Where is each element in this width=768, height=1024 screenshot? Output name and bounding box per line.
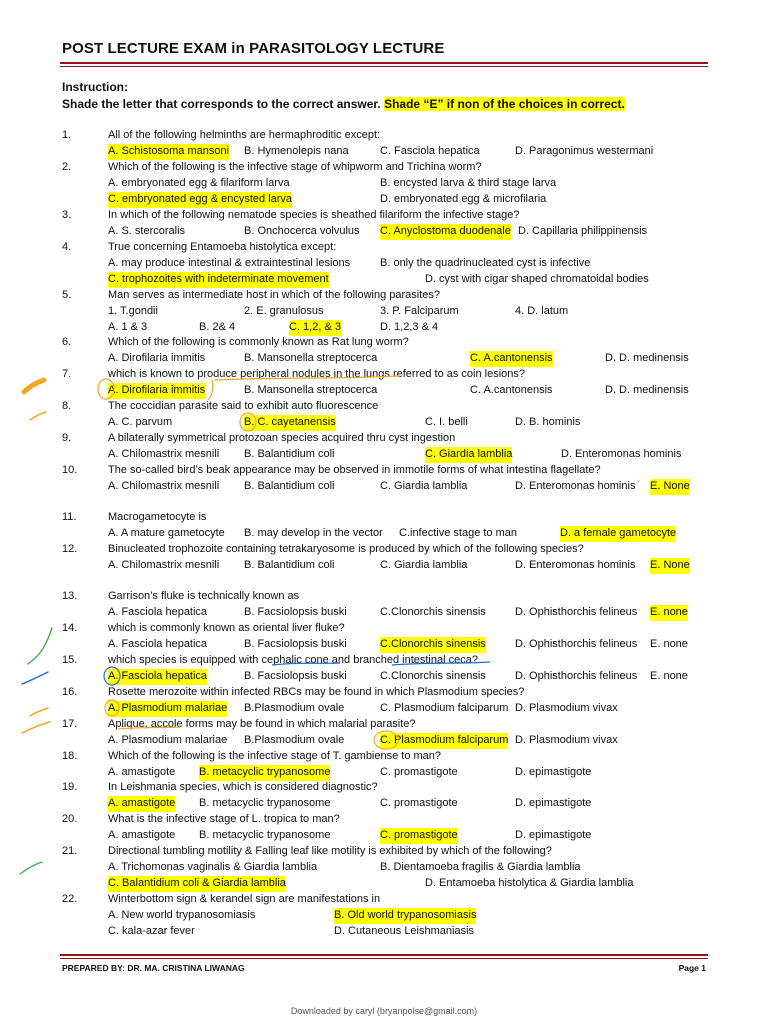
- question-number: 19.: [62, 781, 78, 793]
- item-4: 4. D. latum: [515, 305, 569, 317]
- option-d[interactable]: D. 1,2,3 & 4: [380, 321, 439, 333]
- option-a[interactable]: A. amastigote: [108, 766, 176, 778]
- question-text: All of the following helminths are hermaphroditic except:: [108, 129, 381, 141]
- option-c[interactable]: C. 1,2, & 3: [289, 320, 341, 336]
- question-text: True concerning Entamoeba histolytica except:: [108, 241, 337, 253]
- option-c[interactable]: C. A.cantonensis: [470, 351, 553, 367]
- option-d[interactable]: D. Plasmodium vivax: [515, 702, 618, 714]
- question-number: 12.: [62, 543, 78, 555]
- option-a[interactable]: A. Fasciola hepatica: [108, 606, 208, 618]
- prepared-by: PREPARED BY: DR. MA. CRISTINA LIWANAG: [62, 963, 245, 973]
- item-1: 1. T.gondii: [108, 305, 158, 317]
- green-mark-14: [28, 628, 52, 664]
- option-a[interactable]: A. A mature gametocyte: [108, 527, 225, 539]
- option-a[interactable]: A. Schistosoma mansoni: [108, 144, 229, 160]
- question-text: In Leishmania species, which is considered diagnostic?: [108, 781, 378, 793]
- option-b[interactable]: B.Plasmodium ovale: [244, 702, 345, 714]
- question-number: 7.: [62, 368, 72, 380]
- option-d[interactable]: D. cyst with cigar shaped chromatoidal bodies: [425, 273, 649, 285]
- footer-rule-thin: [60, 958, 708, 959]
- download-notice: Downloaded by caryl (bryanpolse@gmail.com): [290, 1006, 478, 1016]
- option-b[interactable]: B. Facsiolopsis buski: [244, 670, 347, 682]
- option-a[interactable]: A. Plasmodium malariae: [108, 734, 228, 746]
- question-text: Directional tumbling motility & Falling leaf like motility is exhibited by which of the following?: [108, 845, 552, 857]
- option-c[interactable]: C. Giardia lamblia: [380, 559, 468, 571]
- option-d[interactable]: D. Enteromonas hominis: [515, 559, 636, 571]
- question-number: 5.: [62, 289, 72, 301]
- option-a[interactable]: A. Chilomastrix mesnili: [108, 480, 220, 492]
- option-a[interactable]: A. amastigote: [108, 829, 176, 841]
- question-text: The so-called bird’s beak appearance may be observed in immotile forms of what intestina flagellate?: [108, 464, 601, 476]
- orange-mark-8: [30, 412, 46, 420]
- question-number: 21.: [62, 845, 78, 857]
- instruction-label: Instruction:: [62, 80, 128, 94]
- page-title: POST LECTURE EXAM in PARASITOLOGY LECTURE: [62, 40, 445, 57]
- option-d[interactable]: D. Capillaria philippinensis: [518, 225, 648, 237]
- instruction-main: Shade the letter that corresponds to the correct answer.: [62, 97, 385, 111]
- option-a[interactable]: A. Dirofilaria immitis: [108, 352, 206, 364]
- option-d[interactable]: D. a female gametocyte: [560, 526, 676, 542]
- option-c[interactable]: C. promastigote: [380, 828, 458, 844]
- orange-mark-17: [22, 722, 50, 733]
- question-number: 17.: [62, 718, 78, 730]
- option-b[interactable]: B. Dientamoeba fragilis & Giardia lamblia: [380, 861, 581, 873]
- option-b[interactable]: B. Mansonella streptocerca: [244, 384, 378, 396]
- option-d[interactable]: D. Ophisthorchis felineus: [515, 670, 638, 682]
- option-b[interactable]: B. Balantidium coli: [244, 480, 335, 492]
- option-d[interactable]: D. Plasmodium vivax: [515, 734, 618, 746]
- option-b[interactable]: B. Facsiolopsis buski: [244, 606, 347, 618]
- option-b[interactable]: B. only the quadrinucleated cyst is infective: [380, 257, 591, 269]
- option-b[interactable]: B. Onchocerca volvulus: [244, 225, 360, 237]
- option-e[interactable]: E. None: [650, 479, 690, 495]
- question-number: 6.: [62, 336, 72, 348]
- option-c[interactable]: C.Clonorchis sinensis: [380, 670, 486, 682]
- question-number: 8.: [62, 400, 72, 412]
- option-c[interactable]: C. promastigote: [380, 766, 458, 778]
- option-c[interactable]: C.infective stage to man: [399, 527, 518, 539]
- option-b[interactable]: B. metacyclic trypanosome: [199, 829, 331, 841]
- question-text: which is commonly known as oriental liver fluke?: [108, 622, 345, 634]
- question-number: 20.: [62, 813, 78, 825]
- option-c[interactable]: C.Clonorchis sinensis: [380, 606, 486, 618]
- orange-mark-16: [30, 708, 48, 716]
- option-d[interactable]: D. epimastigote: [515, 766, 592, 778]
- option-e[interactable]: E. none: [650, 670, 688, 682]
- green-mark-21: [20, 862, 42, 874]
- option-b[interactable]: B. Balantidium coli: [244, 448, 335, 460]
- option-a[interactable]: A. Fasciola hepatica: [108, 638, 208, 650]
- option-b[interactable]: B. Balantidium coli: [244, 559, 335, 571]
- option-c[interactable]: C. Balantidium coli & Giardia lamblia: [108, 876, 286, 892]
- option-c[interactable]: C. promastigote: [380, 797, 458, 809]
- option-b[interactable]: B. Old world trypanosomiasis: [334, 908, 476, 924]
- question-text: Which of the following is the infective stage of whipworm and Trichina worm?: [108, 161, 482, 173]
- option-d[interactable]: D. epimastigote: [515, 797, 592, 809]
- question-text: Rosette merozoite within infected RBCs may be found in which Plasmodium species?: [108, 686, 525, 698]
- option-a[interactable]: A. amastigote: [108, 796, 175, 812]
- question-text: The coccidian parasite said to exhibit auto fluorescence: [108, 400, 379, 412]
- question-number: 15.: [62, 654, 78, 666]
- question-text: Garrison’s fluke is technically known as: [108, 590, 300, 602]
- option-d[interactable]: D. Enteromonas hominis: [561, 448, 682, 460]
- option-a[interactable]: A. embryonated egg & filariform larva: [108, 177, 290, 189]
- title-rule-thin: [60, 66, 708, 67]
- question-text: What is the infective stage of L. tropica to man?: [108, 813, 340, 825]
- question-text: A bilaterally symmetrical protozoan species acquired thru cyst ingestion: [108, 432, 456, 444]
- option-a[interactable]: A. 1 & 3: [108, 321, 148, 333]
- option-d[interactable]: D. Paragonimus westermani: [515, 145, 654, 157]
- option-b[interactable]: B. metacyclic trypanosome: [199, 797, 331, 809]
- option-c[interactable]: C. Giardia lamblia: [425, 447, 512, 463]
- question-text: Man serves as intermediate host in which of the following parasites?: [108, 289, 441, 301]
- option-b[interactable]: B.Plasmodium ovale: [244, 734, 345, 746]
- blue-mark-15: [22, 672, 48, 684]
- option-b[interactable]: B. metacyclic trypanosome: [199, 765, 330, 781]
- option-a[interactable]: A. C. parvum: [108, 416, 173, 428]
- question-text: In which of the following nematode species is sheathed filariform the infective stage?: [108, 209, 520, 221]
- question-number: 1.: [62, 129, 72, 141]
- option-e[interactable]: E. none: [650, 638, 688, 650]
- option-b[interactable]: B. may develop in the vector: [244, 527, 383, 539]
- option-c[interactable]: C. embryonated egg & encysted larva: [108, 192, 292, 208]
- option-c[interactable]: C.Clonorchis sinensis: [380, 637, 486, 653]
- option-c[interactable]: C. Plasmodium falciparum: [380, 733, 508, 749]
- option-b[interactable]: B. C. cayetanensis: [244, 415, 336, 431]
- question-text: Macrogametocyte is: [108, 511, 207, 523]
- option-c[interactable]: C. I. belli: [425, 416, 468, 428]
- question-text: which is known to produce peripheral nodules in the lungs referred to as coin lesions?: [108, 368, 526, 380]
- option-b[interactable]: B. encysted larva & third stage larva: [380, 177, 557, 189]
- option-b[interactable]: B. Mansonella streptocerca: [244, 352, 378, 364]
- page-number: Page 1: [678, 963, 706, 973]
- question-number: 11.: [62, 511, 77, 523]
- option-a[interactable]: A. S. stercoralis: [108, 225, 186, 237]
- item-2: 2. E. granulosus: [244, 305, 324, 317]
- question-number: 3.: [62, 209, 72, 221]
- option-d[interactable]: D. Ophisthorchis felineus: [515, 638, 638, 650]
- question-number: 13.: [62, 590, 78, 602]
- instruction-text: [62, 97, 625, 111]
- option-b[interactable]: B. Facsiolopsis buski: [244, 638, 347, 650]
- option-d[interactable]: D. B. hominis: [515, 416, 581, 428]
- option-d[interactable]: D. epimastigote: [515, 829, 592, 841]
- title-rule: [60, 62, 708, 64]
- question-number: 2.: [62, 161, 72, 173]
- option-c[interactable]: C. Giardia lamblia: [380, 480, 468, 492]
- option-e[interactable]: E. none: [650, 605, 688, 621]
- question-text: Aplique, accole forms may be found in which malarial parasite?: [108, 718, 416, 730]
- option-a[interactable]: A. Chilomastrix mesnili: [108, 448, 220, 460]
- option-c[interactable]: C. A.cantonensis: [470, 384, 553, 396]
- option-c[interactable]: C. kala-azar fever: [108, 925, 195, 937]
- option-d[interactable]: D. Ophisthorchis felineus: [515, 606, 638, 618]
- question-text: which species is equipped with cephalic cone and branched intestinal ceca?: [108, 654, 478, 666]
- option-a[interactable]: A. Fasciola hepatica: [108, 669, 207, 685]
- option-c[interactable]: C. Anyclostoma duodenale: [380, 224, 511, 240]
- option-d[interactable]: D. Cutaneous Leishmaniasis: [334, 925, 475, 937]
- option-c[interactable]: C. Plasmodium falciparum: [380, 702, 509, 714]
- footer-rule: [60, 954, 708, 956]
- option-a[interactable]: A. New world trypanosomiasis: [108, 909, 256, 921]
- option-e[interactable]: E. None: [650, 558, 690, 574]
- question-number: 10.: [62, 464, 78, 476]
- option-b[interactable]: B. Hymenolepis nana: [244, 145, 349, 157]
- question-number: 4.: [62, 241, 72, 253]
- option-d[interactable]: D. Entamoeba histolytica & Giardia lamblia: [425, 877, 634, 889]
- question-number: 16.: [62, 686, 78, 698]
- option-a[interactable]: A. Dirofilaria immitis: [108, 383, 205, 399]
- option-d[interactable]: D. Enteromonas hominis: [515, 480, 636, 492]
- option-c[interactable]: C. Fasciola hepatica: [380, 145, 480, 157]
- orange-mark-q7: [208, 380, 213, 400]
- question-text: Which of the following is commonly known as Rat lung worm?: [108, 336, 409, 348]
- item-3: 3. P. Falciparum: [380, 305, 459, 317]
- option-a[interactable]: A. Plasmodium malariae: [108, 701, 227, 717]
- question-text: Which of the following is the infective stage of T. gambiense to man?: [108, 750, 442, 762]
- option-a[interactable]: A. Trichomonas vaginalis & Giardia lamblia: [108, 861, 318, 873]
- question-number: 22.: [62, 893, 78, 905]
- orange-mark-7: [24, 380, 44, 392]
- option-a[interactable]: A. Chilomastrix mesnili: [108, 559, 220, 571]
- instruction-highlight: Shade “E” if non of the choices in correct.: [384, 97, 625, 111]
- question-text: Binucleated trophozoite containing tetrakaryosome is produced by which of the following species?: [108, 543, 584, 555]
- option-d[interactable]: D. embryonated egg & microfilaria: [380, 193, 547, 205]
- option-d[interactable]: D. D. medinensis: [605, 384, 689, 396]
- option-c[interactable]: C. trophozoites with indeterminate movement: [108, 272, 329, 288]
- question-number: 9.: [62, 432, 72, 444]
- question-text: Winterbottom sign & kerandel sign are manifestations in: [108, 893, 381, 905]
- option-b[interactable]: B. 2& 4: [199, 321, 236, 333]
- question-number: 18.: [62, 750, 78, 762]
- option-d[interactable]: D. D. medinensis: [605, 352, 689, 364]
- question-number: 14.: [62, 622, 78, 634]
- option-a[interactable]: A. may produce intestinal & extraintestinal lesions: [108, 257, 351, 269]
